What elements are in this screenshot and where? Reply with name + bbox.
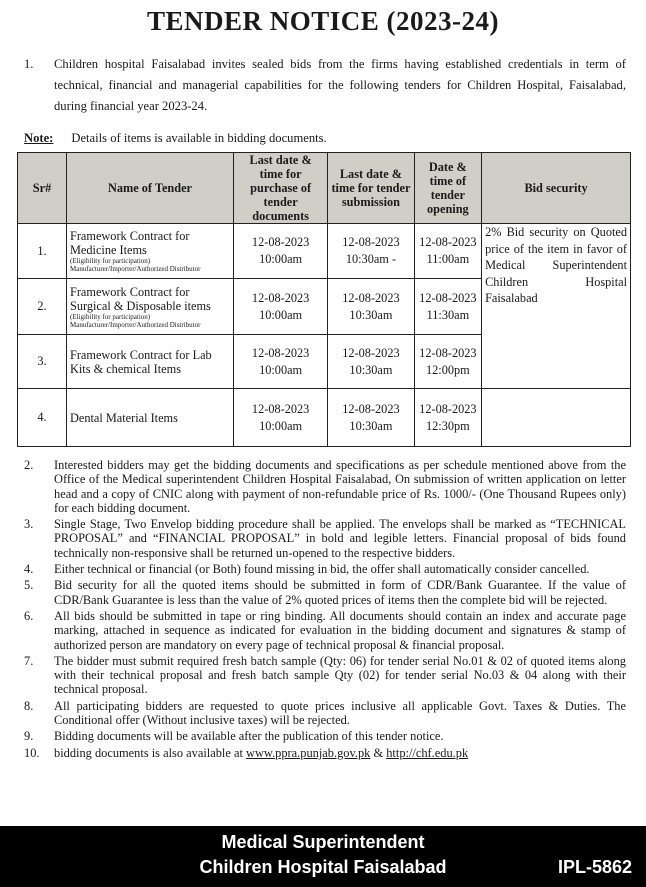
submission-date: 12-08-2023 bbox=[342, 345, 400, 360]
item-text: All bids should be submitted in tape or ring binding. All documents should contain an index and accurate page marking, attached in sequence as indicated for evaluation in the bidding document and signatures & stamp of authorized person are mandatory on every page of technical proposal & financial proposal. bbox=[54, 608, 626, 652]
header-name: Name of Tender bbox=[67, 153, 234, 224]
cell-submission bbox=[328, 389, 414, 447]
opening-time: 12:30pm bbox=[426, 418, 470, 433]
cell-purchase bbox=[234, 335, 328, 389]
cell-submission bbox=[328, 335, 414, 389]
opening-time: 11:00am bbox=[426, 252, 470, 266]
paragraph-number: 1. bbox=[24, 57, 34, 71]
item-number: 3. bbox=[24, 517, 34, 532]
list-item bbox=[24, 699, 626, 728]
purchase-date: 12-08-2023 bbox=[251, 290, 310, 305]
cell-purchase bbox=[234, 279, 328, 335]
submission-time: 10:30am bbox=[349, 362, 393, 377]
submission-time: 10:30am - bbox=[345, 252, 397, 266]
item-text: Bid security for all the quoted items should be submitted in form of CDR/Bank Guarantee. If the value of CDR/Bank Guarantee is less than the value of 2% quoted prices of items then the complete bid will be rejected. bbox=[54, 578, 626, 607]
header-opening: Date & time of tender opening bbox=[414, 153, 481, 224]
cell-submission bbox=[328, 224, 414, 279]
list-item bbox=[24, 654, 626, 697]
item-text: bidding documents is also available at bbox=[54, 745, 243, 760]
footer-hospital: Children Hospital Faisalabad bbox=[199, 857, 447, 877]
purchase-date: 12-08-2023 bbox=[251, 235, 310, 249]
footer-code: IPL-5862 bbox=[557, 857, 632, 877]
eligibility-text: Manufacturer/Importer/Authorized Distributor bbox=[70, 265, 201, 273]
purchase-time: 10:00am bbox=[259, 362, 303, 377]
cell-opening bbox=[414, 335, 481, 389]
terms-list bbox=[24, 458, 626, 762]
tender-name: Framework Contract for Lab Kits & chemical Items bbox=[70, 347, 212, 376]
chf-link[interactable]: http://chf.edu.pk bbox=[386, 745, 469, 760]
eligibility-text: Manufacturer/Importer/Authorized Distributor bbox=[70, 320, 201, 329]
tender-name: Dental Material Items bbox=[70, 410, 178, 425]
list-item bbox=[24, 609, 626, 652]
purchase-date: 12-08-2023 bbox=[251, 345, 310, 360]
submission-date: 12-08-2023 bbox=[342, 290, 400, 305]
cell-bid-security: 2% Bid security on Quoted price of the item in favor of Medical Superintendent Children Hospital Faisalabad bbox=[482, 224, 631, 389]
table-header-row bbox=[18, 153, 631, 224]
cell-opening bbox=[414, 224, 481, 279]
cell-empty bbox=[482, 389, 631, 447]
item-text: All participating bidders are requested to quote prices inclusive all applicable Govt. Taxes & Duties. The Conditional offer (Without inclusive taxes) will be rejected. bbox=[54, 698, 626, 728]
footer-banner bbox=[0, 826, 646, 887]
list-item bbox=[24, 729, 626, 743]
cell-name bbox=[67, 389, 234, 447]
cell-submission bbox=[328, 279, 414, 335]
submission-time: 10:30am bbox=[349, 418, 393, 433]
tender-table bbox=[17, 152, 631, 447]
purchase-time: 10:00am bbox=[259, 252, 303, 266]
opening-time: 12:00pm bbox=[426, 362, 470, 377]
eligibility-label: (Eligibility for participation) bbox=[70, 257, 151, 265]
note-label: Note: bbox=[24, 131, 54, 145]
ppra-link[interactable]: www.ppra.punjab.gov.pk bbox=[246, 745, 371, 760]
intro-paragraph bbox=[24, 54, 626, 117]
opening-date: 12-08-2023 bbox=[419, 235, 477, 249]
item-number: 10. bbox=[24, 745, 40, 760]
list-item bbox=[24, 458, 626, 515]
cell-sr: 1. bbox=[18, 224, 67, 279]
page-title: TENDER NOTICE (2023-24) bbox=[146, 6, 500, 36]
item-text: Either technical or financial (or Both) found missing in bid, the offer shall automatically consider cancelled. bbox=[54, 562, 590, 577]
table-row bbox=[18, 389, 631, 447]
note-text: Details of items is available in bidding documents. bbox=[71, 131, 327, 145]
note bbox=[24, 131, 327, 146]
list-item bbox=[24, 517, 626, 560]
submission-time: 10:30am bbox=[349, 307, 393, 322]
list-item bbox=[24, 578, 626, 607]
item-text: The bidder must submit required fresh batch sample (Qty: 06) for tender serial No.01 & 02 of quoted items along with their technical proposal and fresh batch sample Qty (02) for tender serial No.03 & 04 along with their technical proposal. bbox=[54, 653, 626, 697]
cell-sr: 2. bbox=[18, 279, 67, 335]
item-text: Interested bidders may get the bidding documents and specifications as per schedule mentioned above from the Office of the Medical superintendent Children Hospital Faisalabad, On submission of written application on letter head and a copy of CNIC along with payment of non-refundable price of Rs. 1000/- (One Thousand Rupees only) for each bidding document. bbox=[54, 458, 626, 515]
cell-purchase bbox=[234, 389, 328, 447]
cell-opening bbox=[414, 389, 481, 447]
cell-sr: 3. bbox=[18, 335, 67, 389]
opening-date: 12-08-2023 bbox=[419, 345, 477, 360]
header-submission: Last date & time for tender submission bbox=[328, 153, 414, 224]
list-item bbox=[24, 746, 626, 760]
eligibility-label: (Eligibility for participation) bbox=[70, 312, 151, 321]
item-number: 4. bbox=[24, 562, 34, 577]
opening-time: 11:30am bbox=[426, 307, 470, 322]
tender-name: Framework Contract for Surgical & Disposable items bbox=[70, 284, 211, 313]
item-number: 5. bbox=[24, 578, 34, 593]
item-number: 7. bbox=[24, 653, 34, 668]
item-text: Single Stage, Two Envelop bidding procedure shall be applied. The envelops shall be marked as “TECHNICAL PROPOSAL” and “FINANCIAL PROPOSAL” in bold and legible letters. Financial proposal of bids found technically non-responsive shall be returned un-opened to the respective bidders. bbox=[54, 517, 626, 560]
header-bid-security: Bid security bbox=[482, 153, 631, 224]
submission-date: 12-08-2023 bbox=[342, 401, 400, 416]
footer-title: Medical Superintendent bbox=[221, 832, 425, 852]
purchase-time: 10:00am bbox=[259, 307, 303, 322]
opening-date: 12-08-2023 bbox=[419, 290, 477, 305]
item-number: 6. bbox=[24, 608, 34, 623]
cell-name bbox=[67, 224, 234, 279]
header-sr: Sr# bbox=[18, 153, 67, 224]
cell-name bbox=[67, 279, 234, 335]
list-item bbox=[24, 562, 626, 576]
cell-purchase bbox=[234, 224, 328, 279]
opening-date: 12-08-2023 bbox=[419, 401, 477, 416]
cell-opening bbox=[414, 279, 481, 335]
item-number: 8. bbox=[24, 698, 34, 713]
submission-date: 12-08-2023 bbox=[342, 235, 400, 249]
purchase-time: 10:00am bbox=[259, 418, 303, 433]
header-purchase: Last date & time for purchase of tender documents bbox=[234, 153, 328, 224]
item-number: 2. bbox=[24, 458, 34, 472]
ampersand: & bbox=[373, 745, 384, 760]
purchase-date: 12-08-2023 bbox=[251, 401, 310, 416]
cell-name bbox=[67, 335, 234, 389]
cell-sr: 4. bbox=[18, 389, 67, 447]
item-number: 9. bbox=[24, 729, 34, 744]
paragraph-text: Children hospital Faisalabad invites sealed bids from the firms having established credentials in term of technical, financial and managerial capabilities for the following tenders for Children Hospital, Faisalabad, during financial year 2023-24. bbox=[54, 57, 626, 113]
item-text: Bidding documents will be available after the publication of this tender notice. bbox=[54, 729, 444, 744]
table-row bbox=[18, 224, 631, 279]
tender-name: Framework Contract for Medicine Items bbox=[70, 229, 190, 257]
